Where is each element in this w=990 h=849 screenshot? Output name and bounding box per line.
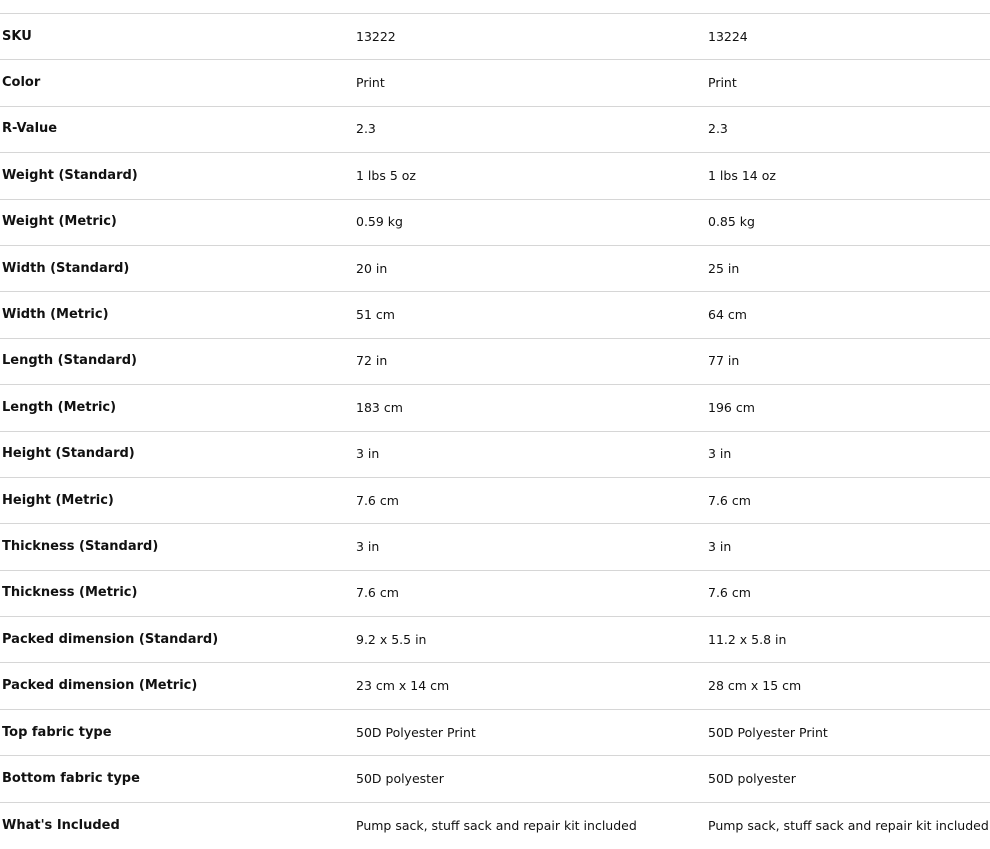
spec-value-sku-13224: Pump sack, stuff sack and repair kit included bbox=[708, 817, 989, 833]
spec-value-sku-13224: 50D Polyester Print bbox=[708, 724, 828, 740]
spec-value-sku-13224: 50D polyester bbox=[708, 770, 796, 786]
spec-value-sku-13222: 2.3 bbox=[356, 121, 376, 137]
spec-label: Length (Standard) bbox=[2, 353, 137, 369]
spec-value-sku-13222: 183 cm bbox=[356, 399, 403, 415]
table-row bbox=[0, 153, 990, 199]
spec-label: SKU bbox=[2, 28, 32, 44]
spec-label: Height (Standard) bbox=[2, 446, 135, 462]
table-row bbox=[0, 292, 990, 338]
spec-value-sku-13222: 7.6 cm bbox=[356, 585, 399, 601]
spec-value-sku-13224: 77 in bbox=[708, 353, 740, 369]
spec-value-sku-13222: 3 in bbox=[356, 538, 380, 554]
spec-label: Width (Standard) bbox=[2, 260, 130, 276]
spec-label: Height (Metric) bbox=[2, 492, 114, 508]
spec-value-sku-13222: 7.6 cm bbox=[356, 492, 399, 508]
spec-value-sku-13222: 20 in bbox=[356, 260, 388, 276]
table-row bbox=[0, 60, 990, 106]
spec-value-sku-13224: 0.85 kg bbox=[708, 214, 755, 230]
spec-value-sku-13224: 64 cm bbox=[708, 307, 747, 323]
table-row bbox=[0, 385, 990, 431]
spec-label: What's Included bbox=[2, 817, 120, 833]
spec-value-sku-13222: 3 in bbox=[356, 446, 380, 462]
spec-table bbox=[0, 13, 990, 849]
spec-value-sku-13222: 50D polyester bbox=[356, 770, 444, 786]
spec-label: Packed dimension (Metric) bbox=[2, 678, 198, 694]
spec-value-sku-13224: 2.3 bbox=[708, 121, 728, 137]
table-row bbox=[0, 200, 990, 246]
table-row bbox=[0, 107, 990, 153]
table-row bbox=[0, 571, 990, 617]
spec-value-sku-13224: 25 in bbox=[708, 260, 740, 276]
spec-label: Thickness (Metric) bbox=[2, 585, 138, 601]
table-row bbox=[0, 756, 990, 802]
spec-value-sku-13224: 3 in bbox=[708, 446, 732, 462]
spec-value-sku-13222: 13222 bbox=[356, 28, 396, 44]
spec-value-sku-13224: 1 lbs 14 oz bbox=[708, 167, 776, 183]
spec-label: Top fabric type bbox=[2, 724, 112, 740]
spec-value-sku-13224: Print bbox=[708, 75, 737, 91]
spec-label: Weight (Standard) bbox=[2, 167, 138, 183]
spec-label: Packed dimension (Standard) bbox=[2, 631, 219, 647]
spec-label: Thickness (Standard) bbox=[2, 538, 159, 554]
spec-label: Width (Metric) bbox=[2, 307, 109, 323]
table-row bbox=[0, 524, 990, 570]
table-row bbox=[0, 478, 990, 524]
spec-value-sku-13222: Print bbox=[356, 75, 385, 91]
table-row bbox=[0, 14, 990, 60]
table-row bbox=[0, 710, 990, 756]
table-row bbox=[0, 803, 990, 849]
spec-label: Bottom fabric type bbox=[2, 770, 140, 786]
table-row bbox=[0, 663, 990, 709]
table-row bbox=[0, 432, 990, 478]
spec-value-sku-13222: 72 in bbox=[356, 353, 388, 369]
table-row bbox=[0, 617, 990, 663]
spec-value-sku-13222: 9.2 x 5.5 in bbox=[356, 631, 427, 647]
table-row bbox=[0, 246, 990, 292]
spec-value-sku-13224: 13224 bbox=[708, 28, 748, 44]
spec-label: R-Value bbox=[2, 121, 58, 137]
spec-value-sku-13224: 11.2 x 5.8 in bbox=[708, 631, 787, 647]
spec-value-sku-13222: 1 lbs 5 oz bbox=[356, 167, 416, 183]
spec-value-sku-13222: Pump sack, stuff sack and repair kit included bbox=[356, 817, 637, 833]
spec-value-sku-13222: 23 cm x 14 cm bbox=[356, 678, 450, 694]
table-row bbox=[0, 339, 990, 385]
spec-value-sku-13222: 50D Polyester Print bbox=[356, 724, 476, 740]
spec-value-sku-13224: 196 cm bbox=[708, 399, 755, 415]
spec-value-sku-13224: 3 in bbox=[708, 538, 732, 554]
spec-value-sku-13224: 28 cm x 15 cm bbox=[708, 678, 802, 694]
spec-value-sku-13222: 0.59 kg bbox=[356, 214, 403, 230]
spec-label: Weight (Metric) bbox=[2, 214, 117, 230]
spec-value-sku-13222: 51 cm bbox=[356, 307, 395, 323]
spec-value-sku-13224: 7.6 cm bbox=[708, 585, 751, 601]
spec-label: Color bbox=[2, 75, 41, 91]
spec-value-sku-13224: 7.6 cm bbox=[708, 492, 751, 508]
spec-label: Length (Metric) bbox=[2, 399, 117, 415]
